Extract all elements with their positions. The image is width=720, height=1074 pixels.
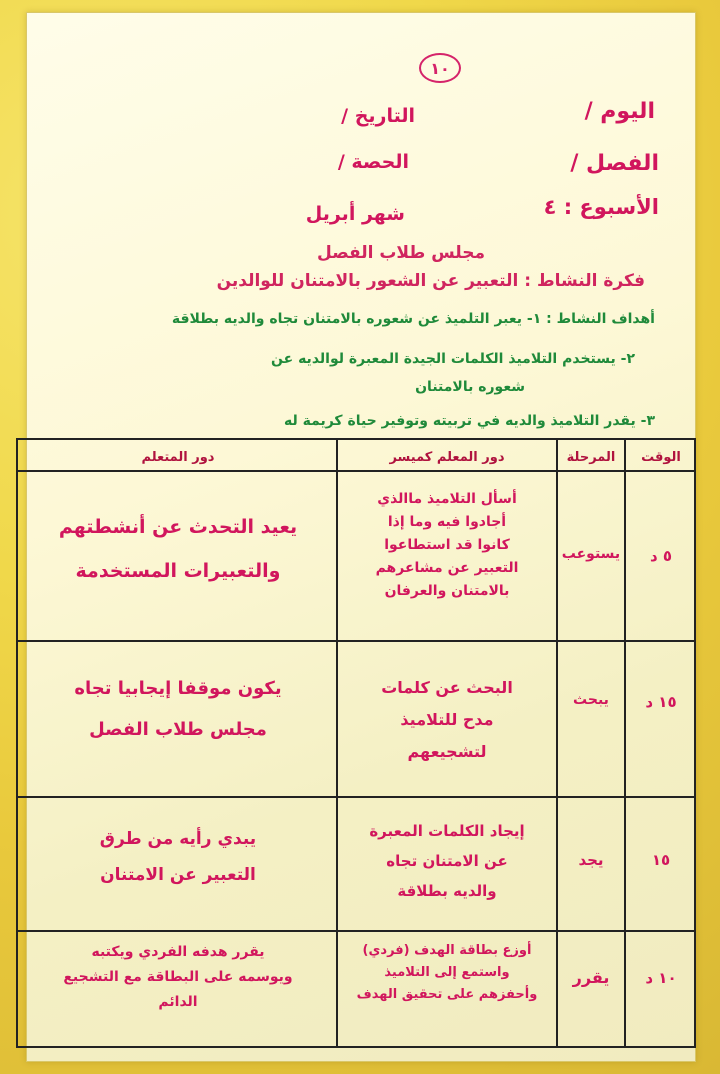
row2-stage: يبحث bbox=[573, 692, 609, 708]
row1-time: ٥ د bbox=[649, 547, 673, 565]
row1-teacher: أسأل التلاميذ ماالذي أجادوا فيه وما إذا كانوا قد استطاعوا التعبير عن مشاعرهم بالامتنان والعرفان bbox=[375, 491, 519, 600]
page-number: ١٠ bbox=[419, 53, 461, 83]
row4-time: ١٠ د bbox=[645, 969, 677, 987]
lesson-table bbox=[16, 438, 696, 1048]
row2-teacher: البحث عن كلمات مدح للتلاميذ لتشجيعهم bbox=[381, 678, 513, 761]
goal-line-1: أهداف النشاط : ١- يعبر التلميذ عن شعوره بالامتنان تجاه والديه بطلاقة bbox=[171, 311, 655, 327]
class-field: الفصل / bbox=[570, 151, 659, 176]
week-field: الأسبوع : ٤ bbox=[543, 195, 659, 219]
row1-learner: يعيد التحدث عن أنشطتهم والتعبيرات المستخدمة bbox=[58, 516, 298, 582]
row3-time: ١٥ bbox=[651, 851, 671, 869]
header-stage: المرحلة bbox=[566, 450, 616, 465]
row4-teacher: أوزع بطاقة الهدف (فردي) واستمع إلى التلاميذ وأحفزهم على تحقيق الهدف bbox=[356, 943, 538, 1003]
period-field: الحصة / bbox=[337, 151, 409, 173]
row4-learner: يقرر هدفه الفردي ويكتبه ويوسمه على البطاقة مع التشجيع الدائم bbox=[63, 944, 293, 1011]
activity-idea: فكرة النشاط : التعبير عن الشعور بالامتنان للوالدين bbox=[216, 271, 645, 291]
header-learner-role: دور المتعلم bbox=[141, 450, 215, 465]
row3-stage: يجد bbox=[578, 851, 604, 869]
row3-teacher: إيجاد الكلمات المعبرة عن الامتنان تجاه والديه بطلاقة bbox=[369, 822, 525, 900]
goal-line-3: شعوره بالامتنان bbox=[415, 379, 525, 395]
goal-line-4: ٣- يقدر التلاميذ والديه في تربيته وتوفير حياة كريمة له bbox=[283, 413, 655, 429]
day-field: اليوم / bbox=[584, 99, 655, 124]
header-teacher-role: دور المعلم كميسر bbox=[389, 450, 505, 465]
row2-time: ١٥ د bbox=[645, 693, 677, 711]
activity-title: مجلس طلاب الفصل bbox=[317, 243, 485, 263]
row4-stage: يقرر bbox=[572, 968, 610, 987]
row3-learner: يبدي رأيه من طرق التعبير عن الامتنان bbox=[99, 829, 257, 885]
header-time: الوقت bbox=[641, 450, 681, 465]
month-field: شهر أبريل bbox=[305, 203, 405, 225]
row1-stage: يستوعب bbox=[561, 546, 621, 562]
row2-learner: يكون موقفا إيجابيا تجاه مجلس طلاب الفصل bbox=[74, 678, 282, 741]
date-field: التاريخ / bbox=[341, 105, 415, 127]
goal-line-2: ٢- يستخدم التلاميذ الكلمات الجيدة المعبرة لوالديه عن bbox=[271, 351, 635, 367]
